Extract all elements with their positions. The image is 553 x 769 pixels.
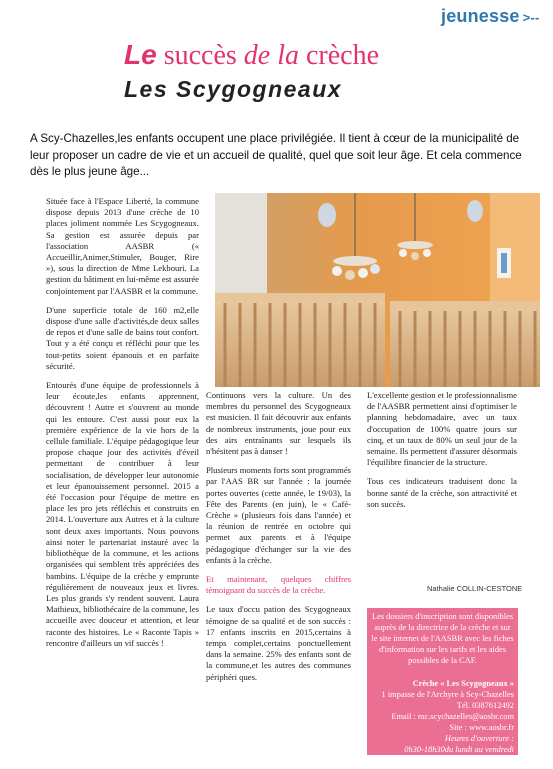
info-box-text: Les dossiers d'inscription sont disponibles auprès de la directrice de la crèche et sur le site internet de l'AASBR avec les fiches d'information sur les tarifs et les aides possibles de la CAF. (371, 612, 514, 665)
col1-paragraph-3: Entourés d'une équipe de professionnels à leur écoute,les enfants apprennent, découvrent ! Autre et s'ouvrent au monde qui les entoure. C'est aussi pour eux la première expérience de la vie hors de la cellule familiale. L'équipe pédagogique leur propose chaque jour des activités d'éveil permettant de contribuer à leur socialisation, de développer leur autonomie et leur épanouissement personnel. 2015 a été l'occasion pour l'équipe de mettre en place les pro jets réfléchis et construits en 2014. L'ouverture aux Autres et à la culture sont deux axes importants. Nous pouvons ainsi noter le partenariat instauré avec la bibliothèque de la commune, et les actions organisées qui semblent très appréciées des bambins. L'équipe de la crèche y emprunte régulièrement de nouveaux jeux et livres. Les plus grands s'y rendent souvent. Laura Mathieux, bibliothécaire de la commune, les accueille avec douceur et attention, et leur raconte des histoires. Le « Raconte Tapis » rencontre d'ailleurs un vif succès ! (46, 380, 199, 648)
title-word-le: Le (124, 39, 157, 70)
creche-email: Email : mc.scychazelles@aosbr.com (391, 712, 514, 721)
col3-paragraph-2: Tous ces indicateurs traduisent donc la bonne santé de la crèche, son attractivité et son succès. (367, 476, 517, 509)
column-1 (46, 196, 199, 657)
opening-hours: 0h30-18h30du lundi au vendredi (404, 745, 514, 754)
creche-phone: Tél. 0387612492 (456, 701, 514, 710)
article-subtitle: Les Scygogneaux (124, 76, 343, 102)
title-word-de-la: de la (243, 40, 299, 71)
col2-paragraph-2: Plusieurs moments forts sont programmés par l'AAS BR sur l'année : la journée portes ouvertes (cette année, le 19/03), la Fête des Parents (en juin), le « Café-Crèche » (plusieurs fois dans l'année) et la réunion de rentrée en octobre qui permet aux parents et à l'équipe pédagogique d'échanger sur la vie des enfants à la crèche. (206, 465, 351, 565)
title-word-succes: succès (163, 40, 237, 71)
col2-highlight: Et maintenant, quelques chiffres témoignant du succès de la crèche. (206, 574, 351, 596)
col2-paragraph-4: Le taux d'occu pation des Scygogneaux témoigne de sa qualité et de son succès : 17 enfants inscrits en 2015,certains à temps complet,certains ponctuellement dans la semaine. 25% des enfants sont de la commune,et les autres des communes périphéri ques. (206, 604, 351, 682)
contact-block (371, 678, 514, 755)
article-lead: A Scy-Chazelles,les enfants occupent une place privilégiée. Il tient à cœur de la municipalité de leur proposer un cadre de vie et un accueil de qualité, quel que soit leur âge. Et cela commence dès le plus jeune âge... (30, 132, 522, 178)
section-arrow-icon: >-- (522, 10, 540, 25)
col3-paragraph-1: L'excellente gestion et le professionnalisme de l'AASBR permettent ainsi d'optimiser le planning hebdomadaire, avec un taux d'occupation de 100% quatre jours sur cinq, et un taux de 80% un seul jour de la semaine. Ils permettent d'assurer désormais l'équilibre financier de la structure. (367, 390, 517, 468)
section-header (441, 6, 540, 27)
article-title (124, 39, 379, 72)
creche-name: Crèche « Les Scygogneaux » (412, 679, 514, 688)
col1-paragraph-2: D'une superficie totale de 160 m2,elle dispose d'une salle d'activités,de deux salles de repos et d'une salle de bains tout confort. Tout y a été conçu et réfléchi pour que les tout-petits soient épanouis et en parfaite sécurité. (46, 304, 199, 371)
title-word-creche: crèche (305, 40, 380, 71)
author-signature: Nathalie COLLIN-CESTONE (427, 584, 523, 593)
opening-hours-label: Heures d'ouverture : (444, 734, 514, 743)
column-2 (206, 390, 351, 691)
info-box (367, 608, 518, 755)
column-3 (367, 390, 517, 518)
nursery-photo (215, 193, 540, 387)
creche-address: 1 impasse de l'Archyre à Scy-Chazelles (381, 690, 514, 699)
col1-paragraph-1: Située face à l'Espace Liberté, la commune dispose depuis 2013 d'une crèche de 10 places joliment nommée Les Scygogneaux. Sa gestion est assurée depuis par l'association AASBR (« Accueillir,Animer,Stimuler, Bouger, Rire »), sous la direction de Mme Lekbouri. La gestion du bâtiment en lui-même est assurée conjointement par l'AASBR et la commune. (46, 196, 199, 296)
creche-website: Site : www.aosbr.fr (449, 723, 514, 732)
section-label: jeunesse (441, 6, 520, 26)
col2-paragraph-1: Continuons vers la culture. Un des membres du personnel des Scygogneaux est musicien. Il fait découvrir aux enfants de nombreux instruments, joue pour eux des airs entraînants sur lesquels ils n'hésitent pas à danser ! (206, 390, 351, 457)
